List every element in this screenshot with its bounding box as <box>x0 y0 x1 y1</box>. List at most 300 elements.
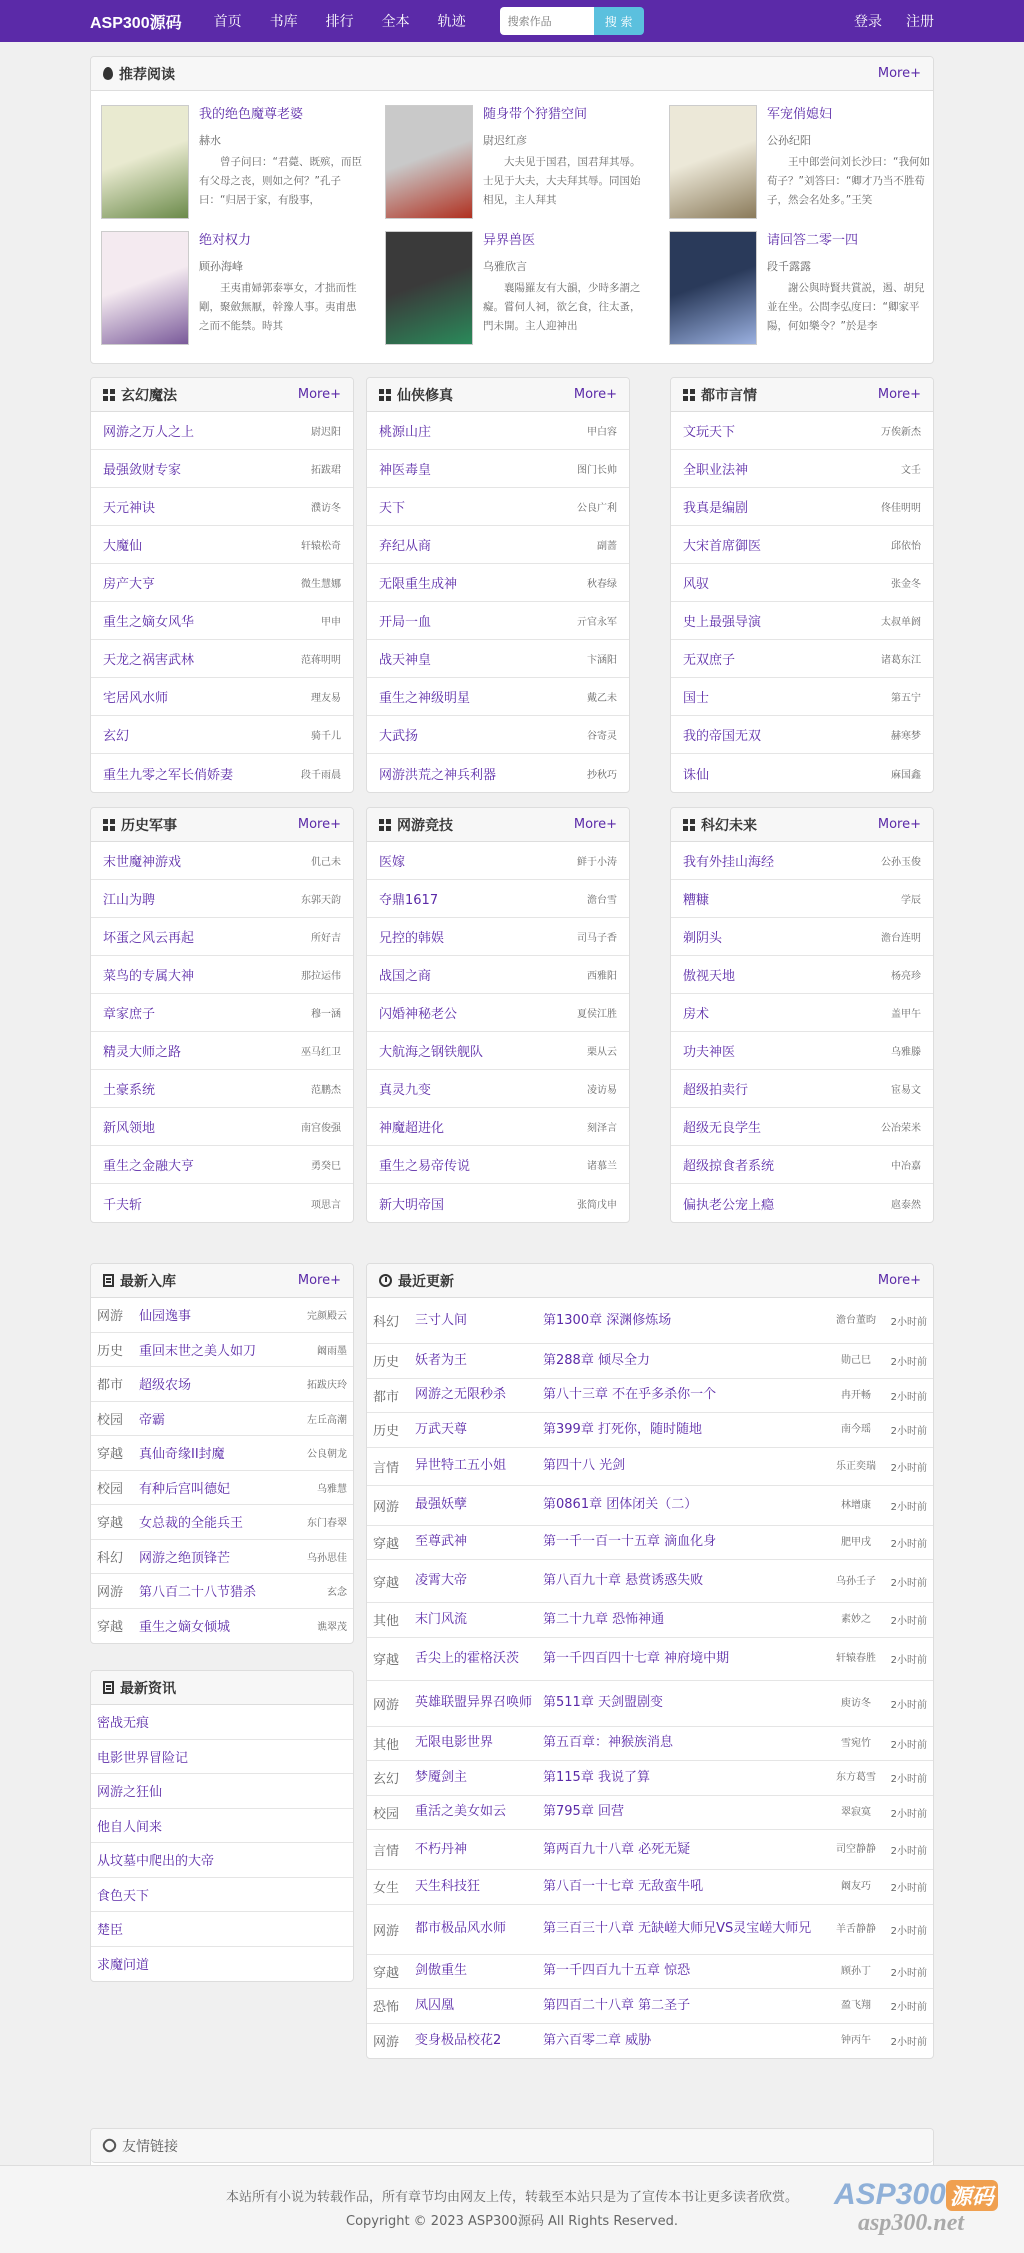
updates-more-link[interactable]: More+ <box>877 1273 921 1288</box>
book-author: 图门长帅 <box>577 465 617 476</box>
list-item[interactable] <box>91 1070 353 1108</box>
nav-home[interactable]: 首页 <box>213 14 242 30</box>
news-title[interactable]: 食色天下 <box>97 1888 150 1904</box>
book-name[interactable]: 宅居风水师 <box>103 691 169 706</box>
book-name[interactable]: 天生科技狂 <box>415 1878 481 1894</box>
book-author: 乐正奕瑞 <box>836 1460 876 1472</box>
book-name[interactable]: 夺鼎1617 <box>379 893 439 908</box>
list-item[interactable] <box>91 1333 353 1368</box>
book-name[interactable]: 网游之无限秒杀 <box>415 1387 507 1403</box>
newest-more-link[interactable]: More+ <box>297 1273 341 1288</box>
login-link[interactable]: 登录 <box>854 14 882 30</box>
list-item[interactable] <box>671 994 933 1032</box>
book-name[interactable]: 史上最强导演 <box>683 615 762 630</box>
list-item[interactable] <box>367 1184 629 1222</box>
list-item[interactable] <box>367 1070 629 1108</box>
list-item[interactable] <box>367 640 629 678</box>
list-item[interactable] <box>671 716 933 754</box>
list-item[interactable] <box>367 1032 629 1070</box>
list-item[interactable] <box>367 880 629 918</box>
list-item[interactable] <box>91 602 353 640</box>
book-name[interactable]: 风驭 <box>683 577 710 592</box>
book-name[interactable]: 大宋首席御医 <box>683 539 762 554</box>
book-name[interactable]: 超级农场 <box>139 1378 192 1394</box>
list-item[interactable] <box>671 1184 933 1222</box>
book-name[interactable]: 天下 <box>379 501 406 516</box>
chapter-link[interactable]: 第三百三十八章 无缺嵯大师兄VS灵宝嵯大师兄 <box>543 1921 812 1936</box>
book-name[interactable]: 精灵大师之路 <box>103 1045 182 1060</box>
category-label: 玄幻 <box>373 1772 400 1788</box>
chapter-link[interactable]: 第795章 回营 <box>543 1804 624 1820</box>
book-info <box>199 231 363 335</box>
update-row[interactable] <box>367 1448 933 1486</box>
book-name[interactable]: 超级无良学生 <box>683 1121 762 1136</box>
book-cover[interactable] <box>385 231 473 345</box>
chapter-link[interactable]: 第115章 我说了算 <box>543 1769 650 1785</box>
book-name[interactable]: 英雄联盟异界召唤师 <box>415 1695 533 1710</box>
list-item[interactable] <box>91 488 353 526</box>
book-name[interactable]: 神医毒皇 <box>379 463 432 478</box>
book-name[interactable]: 国士 <box>683 691 710 706</box>
list-item[interactable] <box>367 716 629 754</box>
book-cover[interactable] <box>101 105 189 219</box>
book-author: 段千雨晨 <box>301 769 341 781</box>
book-name[interactable]: 兄控的韩娱 <box>379 931 445 946</box>
list-item[interactable] <box>91 1367 353 1402</box>
category-more-link[interactable]: More+ <box>573 817 617 832</box>
chapter-link[interactable]: 第1300章 深渊修炼场 <box>543 1312 672 1328</box>
list-item[interactable] <box>91 1609 353 1644</box>
book-name[interactable]: 重生之易帝传说 <box>379 1159 471 1174</box>
update-row[interactable] <box>367 1344 933 1379</box>
book-author: 盖甲午 <box>891 1009 921 1020</box>
chapter-link[interactable]: 第一千一百一十五章 滴血化身 <box>543 1534 717 1550</box>
list-item[interactable] <box>671 918 933 956</box>
book-author: 庾访冬 <box>841 1697 871 1709</box>
list-item[interactable] <box>91 880 353 918</box>
list-item[interactable] <box>367 1146 629 1184</box>
update-row[interactable] <box>367 1638 933 1681</box>
book-author: 佟佳明明 <box>881 503 921 514</box>
book-card[interactable] <box>661 231 931 347</box>
book-name[interactable]: 梦魇剑主 <box>415 1769 468 1785</box>
update-row[interactable] <box>367 1298 933 1344</box>
nav-history[interactable]: 轨迹 <box>437 14 466 30</box>
chapter-link[interactable]: 第0861章 团体闭关（二） <box>543 1497 698 1512</box>
book-name[interactable]: 章家庶子 <box>103 1007 156 1022</box>
update-row[interactable] <box>367 2024 933 2059</box>
book-name[interactable]: 超级掠食者系统 <box>683 1159 775 1174</box>
book-name[interactable]: 舌尖上的霍格沃茨 <box>415 1650 520 1666</box>
news-item[interactable] <box>91 1705 353 1740</box>
list-item[interactable] <box>367 488 629 526</box>
list-item[interactable] <box>91 1146 353 1184</box>
list-item[interactable] <box>91 994 353 1032</box>
book-name[interactable]: 帝霸 <box>139 1412 166 1428</box>
list-item[interactable] <box>91 450 353 488</box>
update-row[interactable] <box>367 1603 933 1638</box>
book-cover[interactable] <box>669 105 757 219</box>
book-name[interactable]: 全职业法神 <box>683 463 749 478</box>
book-name[interactable]: 超级拍卖行 <box>683 1083 749 1098</box>
book-name[interactable]: 女总裁的全能兵王 <box>139 1516 244 1532</box>
update-row[interactable] <box>367 1526 933 1561</box>
news-item[interactable] <box>91 1947 353 1982</box>
book-name[interactable]: 神魔超进化 <box>379 1121 445 1136</box>
list-item[interactable] <box>91 526 353 564</box>
book-cover[interactable] <box>669 231 757 345</box>
book-author: 濮访冬 <box>311 503 341 514</box>
book-name[interactable]: 我的帝国无双 <box>683 729 762 744</box>
chapter-link[interactable]: 第399章 打死你，随时随地 <box>543 1421 702 1437</box>
news-title[interactable]: 求魔问道 <box>97 1958 150 1974</box>
book-name[interactable]: 凤囚凰 <box>415 1997 455 2013</box>
book-name[interactable]: 凌霄大帝 <box>415 1573 468 1588</box>
chapter-link[interactable]: 第八十三章 不在乎多杀你一个 <box>543 1387 717 1403</box>
list-item[interactable] <box>671 1146 933 1184</box>
book-name[interactable]: 都市极品风水师 <box>415 1921 507 1936</box>
list-item[interactable] <box>671 412 933 450</box>
chapter-link[interactable]: 第五百章：神猴族消息 <box>543 1735 674 1751</box>
list-item[interactable] <box>367 564 629 602</box>
update-row[interactable] <box>367 1830 933 1870</box>
book-name[interactable]: 网游之绝顶锋芒 <box>139 1550 231 1566</box>
book-desc: 王中郎尝问刘长沙曰：“我何如荀子？”刘答曰：“卿才乃当不胜荀子，然会名处多。”王笑 <box>767 156 930 206</box>
search-input[interactable] <box>500 7 594 35</box>
list-item[interactable] <box>91 956 353 994</box>
update-row[interactable] <box>367 1989 933 2024</box>
book-author: 钟丙午 <box>841 2035 871 2047</box>
book-name[interactable]: 末门风流 <box>415 1611 468 1627</box>
list-item[interactable] <box>671 880 933 918</box>
list-item[interactable] <box>671 564 933 602</box>
list-item[interactable] <box>671 640 933 678</box>
list-item[interactable] <box>671 956 933 994</box>
book-name[interactable]: 不朽丹神 <box>415 1841 468 1857</box>
news-item[interactable] <box>91 1878 353 1913</box>
list-item[interactable] <box>91 1032 353 1070</box>
list-item[interactable] <box>91 716 353 754</box>
book-name[interactable]: 剃阴头 <box>683 931 723 946</box>
update-row[interactable] <box>367 1413 933 1448</box>
list-item[interactable] <box>367 678 629 716</box>
chapter-link[interactable]: 第511章 天剑盟剧变 <box>543 1695 663 1710</box>
update-row[interactable] <box>367 1681 933 1727</box>
news-title[interactable]: 网游之狂仙 <box>97 1785 163 1801</box>
category-more-link[interactable]: More+ <box>877 387 921 402</box>
book-name[interactable]: 房术 <box>683 1007 710 1022</box>
book-name[interactable]: 万武天尊 <box>415 1421 468 1437</box>
news-item[interactable] <box>91 1809 353 1844</box>
book-name[interactable]: 重生之神级明星 <box>379 691 471 706</box>
list-item[interactable] <box>671 1070 933 1108</box>
list-item[interactable] <box>671 488 933 526</box>
book-cover[interactable] <box>101 231 189 345</box>
book-author: 诸葛东江 <box>881 655 921 666</box>
list-item[interactable] <box>367 412 629 450</box>
book-name[interactable]: 无限电影世界 <box>415 1735 494 1751</box>
book-name[interactable]: 战天神皇 <box>379 653 432 668</box>
book-name[interactable]: 仙园逸事 <box>139 1309 192 1325</box>
chapter-link[interactable]: 第四百二十八章 第二圣子 <box>543 1997 691 2013</box>
list-item[interactable] <box>671 842 933 880</box>
list-item[interactable] <box>367 956 629 994</box>
book-name[interactable]: 弃纪从商 <box>379 539 432 554</box>
nav-ranking[interactable]: 排行 <box>325 14 354 30</box>
book-author: 学辰 <box>901 895 921 906</box>
book-info <box>767 231 931 335</box>
news-title[interactable]: 从坟墓中爬出的大帝 <box>97 1854 215 1870</box>
book-title[interactable]: 请回答二零一四 <box>767 233 859 248</box>
chapter-link[interactable]: 第一千四百九十五章 惊恐 <box>543 1963 691 1979</box>
list-item[interactable] <box>367 842 629 880</box>
book-cover[interactable] <box>385 105 473 219</box>
book-card[interactable] <box>377 231 647 347</box>
book-name[interactable]: 傲视天地 <box>683 969 736 984</box>
list-item[interactable] <box>91 1108 353 1146</box>
list-item[interactable] <box>91 678 353 716</box>
book-name[interactable]: 重回末世之美人如刀 <box>139 1343 257 1359</box>
book-name[interactable]: 战国之商 <box>379 969 432 984</box>
book-name[interactable]: 真灵九变 <box>379 1083 432 1098</box>
book-name[interactable]: 剑傲重生 <box>415 1963 468 1979</box>
recommend-more-link[interactable]: More+ <box>877 66 921 81</box>
category-label: 女生 <box>373 1881 400 1897</box>
chapter-link[interactable]: 第288章 倾尽全力 <box>543 1352 650 1368</box>
list-item[interactable] <box>91 754 353 792</box>
book-name[interactable]: 变身极品校花2 <box>415 2032 502 2048</box>
update-time: 2小时前 <box>890 1925 927 1937</box>
list-item[interactable] <box>671 1032 933 1070</box>
book-name[interactable]: 我有外挂山海经 <box>683 855 775 870</box>
book-author: 所好吉 <box>311 933 341 944</box>
site-brand[interactable]: ASP300源码 <box>90 14 182 32</box>
book-author: 东方葛雪 <box>836 1772 876 1784</box>
news-title[interactable]: 密战无痕 <box>97 1716 150 1732</box>
list-item[interactable] <box>91 1436 353 1471</box>
list-item[interactable] <box>91 1298 353 1333</box>
book-author: 羊舌静静 <box>836 1923 876 1935</box>
news-panel <box>90 1670 354 1982</box>
list-item[interactable] <box>367 754 629 792</box>
list-item[interactable] <box>671 754 933 792</box>
book-name[interactable]: 诛仙 <box>683 767 710 783</box>
book-name[interactable]: 大魔仙 <box>103 539 143 554</box>
book-name[interactable]: 无双庶子 <box>683 653 736 668</box>
book-name[interactable]: 三寸人间 <box>415 1312 468 1328</box>
category-more-link[interactable]: More+ <box>573 387 617 402</box>
book-author: 戴乙未 <box>587 693 617 704</box>
chapter-link[interactable]: 第八百九十章 悬赏诱惑失败 <box>543 1573 704 1588</box>
category-more-link[interactable]: More+ <box>877 817 921 832</box>
book-name[interactable]: 我真是编剧 <box>683 501 749 516</box>
update-row[interactable] <box>367 1955 933 1990</box>
book-name[interactable]: 重生之嫡女风华 <box>103 615 195 630</box>
news-item[interactable] <box>91 1740 353 1775</box>
list-item[interactable] <box>91 1574 353 1609</box>
book-name[interactable]: 重生之金融大亨 <box>103 1159 195 1174</box>
nav-library[interactable]: 书库 <box>269 14 298 30</box>
book-name[interactable]: 土豪系统 <box>103 1083 156 1098</box>
update-row[interactable] <box>367 1761 933 1796</box>
list-item[interactable] <box>91 1471 353 1506</box>
book-name[interactable]: 大航海之钢铁舰队 <box>379 1045 484 1060</box>
list-item[interactable] <box>671 678 933 716</box>
book-name[interactable]: 重生九零之军长俏娇妻 <box>103 767 234 783</box>
book-name[interactable]: 天元神诀 <box>103 501 156 516</box>
category-label: 其他 <box>373 1737 400 1753</box>
chapter-link[interactable]: 第两百九十八章 必死无疑 <box>543 1841 691 1857</box>
list-item[interactable] <box>91 412 353 450</box>
chapter-link[interactable]: 第二十九章 恐怖神通 <box>543 1611 665 1627</box>
category-more-link[interactable]: More+ <box>297 817 341 832</box>
list-item[interactable] <box>91 640 353 678</box>
news-item[interactable] <box>91 1912 353 1947</box>
book-name[interactable]: 有种后宫叫德妃 <box>139 1481 231 1497</box>
book-name[interactable]: 开局一血 <box>379 615 432 630</box>
search-form <box>500 7 644 35</box>
list-item[interactable] <box>367 526 629 564</box>
news-title[interactable]: 他自人间来 <box>97 1819 163 1835</box>
book-author: 乌雅滕 <box>891 1047 921 1058</box>
clock-icon <box>379 1274 392 1287</box>
book-author: 玄念 <box>327 1587 347 1599</box>
update-row[interactable] <box>367 1796 933 1831</box>
book-name[interactable]: 异世特工五小姐 <box>415 1458 507 1473</box>
book-card[interactable] <box>377 105 647 221</box>
list-item[interactable] <box>671 602 933 640</box>
book-name[interactable]: 最强妖孽 <box>415 1497 468 1512</box>
book-name[interactable]: 房产大亨 <box>103 577 156 592</box>
update-row[interactable] <box>367 1905 933 1955</box>
category-title: 网游竞技 <box>397 817 453 834</box>
book-name[interactable]: 妖者为王 <box>415 1352 468 1368</box>
list-item[interactable] <box>671 450 933 488</box>
list-item[interactable] <box>91 1402 353 1437</box>
chapter-link[interactable]: 第八百一十七章 无敌蛮牛吼 <box>543 1878 704 1894</box>
book-author: 澹台雪 <box>587 895 617 906</box>
book-name[interactable]: 末世魔神游戏 <box>103 855 182 870</box>
book-name[interactable]: 医嫁 <box>379 855 406 870</box>
update-row[interactable] <box>367 1870 933 1905</box>
book-name[interactable]: 真仙奇缘II封魔 <box>139 1447 225 1463</box>
category-more-link[interactable]: More+ <box>297 387 341 402</box>
category-label: 网游 <box>373 1923 400 1939</box>
book-name[interactable]: 坏蛋之风云再起 <box>103 931 195 946</box>
list-item[interactable] <box>91 1540 353 1575</box>
book-author: 雪宛竹 <box>841 1737 871 1749</box>
news-item[interactable] <box>91 1774 353 1809</box>
list-item[interactable] <box>367 918 629 956</box>
book-desc: 大夫见于国君，国君拜其辱。士见于大夫，大夫拜其辱。同国始相见，主人拜其 <box>483 156 641 206</box>
list-item[interactable] <box>91 842 353 880</box>
chapter-link[interactable]: 第六百零二章 威胁 <box>543 2032 652 2048</box>
book-author: 拓跋庆玲 <box>307 1380 347 1392</box>
book-name[interactable]: 江山为聘 <box>103 893 156 908</box>
book-name[interactable]: 功夫神医 <box>683 1045 736 1060</box>
list-item[interactable] <box>671 1108 933 1146</box>
book-title[interactable]: 异界兽医 <box>483 233 536 248</box>
list-item[interactable] <box>91 564 353 602</box>
book-author: 冉开畅 <box>841 1389 871 1401</box>
panel-title <box>683 385 757 405</box>
book-name[interactable]: 玄幻 <box>103 729 130 744</box>
news-title[interactable]: 楚臣 <box>97 1923 124 1939</box>
news-title[interactable]: 电影世界冒险记 <box>97 1750 189 1766</box>
book-title[interactable]: 军宠俏媳妇 <box>767 107 833 122</box>
list-item[interactable] <box>367 450 629 488</box>
book-name[interactable]: 千夫斩 <box>103 1197 143 1213</box>
book-author: 澹台连明 <box>881 933 921 944</box>
category-panel <box>670 377 934 793</box>
list-item[interactable] <box>91 1184 353 1222</box>
recommend-panel <box>90 56 934 364</box>
book-name[interactable]: 新风领地 <box>103 1121 156 1136</box>
book-author: 秋春绿 <box>587 579 617 590</box>
update-row[interactable] <box>367 1379 933 1414</box>
book-name[interactable]: 重活之美女如云 <box>415 1804 507 1820</box>
book-card[interactable] <box>661 105 931 221</box>
update-row[interactable] <box>367 1560 933 1603</box>
book-card[interactable] <box>93 231 363 347</box>
update-time: 2小时前 <box>890 2037 927 2049</box>
book-title[interactable]: 我的绝色魔尊老婆 <box>199 107 304 122</box>
book-name[interactable]: 网游洪荒之神兵利器 <box>379 767 497 783</box>
register-link[interactable]: 注册 <box>906 14 934 30</box>
book-name[interactable]: 重生之嫡女倾城 <box>139 1620 231 1636</box>
nav-complete[interactable]: 全本 <box>381 14 410 30</box>
category-title: 仙侠修真 <box>397 387 453 404</box>
book-name[interactable]: 第八百二十八节猎杀 <box>139 1585 257 1601</box>
news-item[interactable] <box>91 1843 353 1878</box>
category-label: 恐怖 <box>373 2000 400 2016</box>
category-label: 网游 <box>373 1697 400 1713</box>
list-item[interactable] <box>367 602 629 640</box>
book-name[interactable]: 糟糠 <box>683 893 710 908</box>
chapter-link[interactable]: 第四十八 光剑 <box>543 1458 626 1473</box>
book-name[interactable]: 无限重生成神 <box>379 577 458 592</box>
book-card[interactable] <box>93 105 363 221</box>
list-item[interactable] <box>91 1505 353 1540</box>
book-author: 张金冬 <box>891 579 921 590</box>
book-name[interactable]: 网游之万人之上 <box>103 425 195 440</box>
list-item[interactable] <box>367 994 629 1032</box>
book-name[interactable]: 新大明帝国 <box>379 1197 445 1213</box>
book-name[interactable]: 菜鸟的专属大神 <box>103 969 195 984</box>
category-title: 历史军事 <box>121 817 177 834</box>
chapter-link[interactable]: 第一千四百四十七章 神府境中期 <box>543 1650 730 1666</box>
book-name[interactable]: 桃源山庄 <box>379 425 432 440</box>
book-name[interactable]: 大武扬 <box>379 729 419 744</box>
book-name[interactable]: 偏执老公宠上瘾 <box>683 1197 775 1213</box>
book-name[interactable]: 闪婚神秘老公 <box>379 1007 458 1022</box>
update-row[interactable] <box>367 1486 933 1526</box>
list-item[interactable] <box>367 1108 629 1146</box>
book-name[interactable]: 至尊武神 <box>415 1534 468 1550</box>
update-row[interactable] <box>367 1727 933 1762</box>
book-name[interactable]: 最强敛财专家 <box>103 463 182 478</box>
book-title[interactable]: 随身带个狩猎空间 <box>483 107 588 122</box>
updates-title: 最近更新 <box>398 1273 454 1290</box>
book-title[interactable]: 绝对权力 <box>199 233 252 248</box>
list-item[interactable] <box>671 526 933 564</box>
search-button[interactable]: 搜 索 <box>594 7 644 35</box>
book-author: 西雅阳 <box>587 971 617 982</box>
book-name[interactable]: 文玩天下 <box>683 425 736 440</box>
book-desc: 王夷甫婦郭泰寧女，才拙而性剛，聚斂無厭，幹豫人事。夷甫患之而不能禁。時其 <box>199 282 357 332</box>
list-item[interactable] <box>91 918 353 956</box>
book-name[interactable]: 天龙之祸害武林 <box>103 653 195 668</box>
